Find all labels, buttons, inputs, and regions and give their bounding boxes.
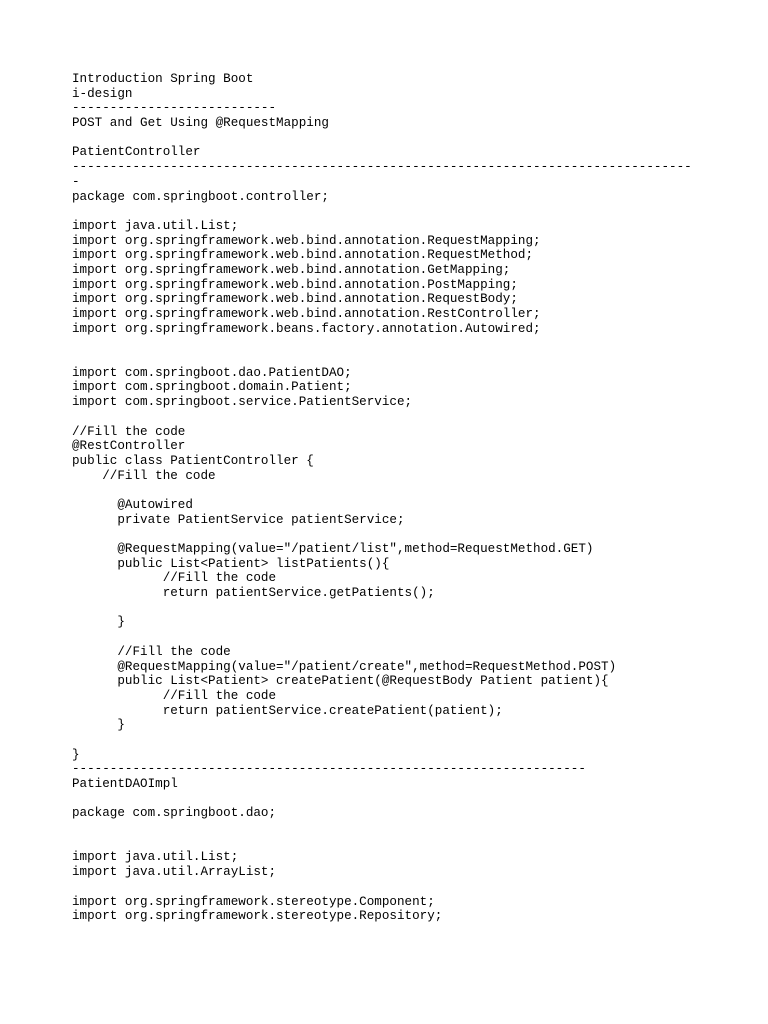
document-line: //Fill the code	[72, 424, 186, 439]
document-line: --------------------------------------------------------------------	[72, 762, 586, 777]
document-line: import org.springframework.beans.factory.annotation.Autowired;	[72, 321, 541, 336]
document-line: import org.springframework.web.bind.annotation.PostMapping;	[72, 277, 518, 292]
document-line: import java.util.ArrayList;	[72, 865, 277, 880]
document-line: import com.springboot.service.PatientService;	[72, 395, 413, 410]
document-line: import org.springframework.stereotype.Component;	[72, 894, 435, 909]
document-line: PatientDAOImpl	[72, 777, 178, 791]
document-line: @RequestMapping(value="/patient/list",method=RequestMethod.GET)	[72, 542, 594, 556]
document-line: }	[72, 615, 125, 630]
document-line: ---------------------------	[72, 101, 277, 116]
document-line: import org.springframework.web.bind.annotation.GetMapping;	[72, 262, 511, 277]
document-line: //Fill the code	[72, 468, 216, 483]
document-line: package com.springboot.controller;	[72, 189, 329, 204]
document-line: public List<Patient> listPatients(){	[72, 556, 390, 571]
document-line: //Fill the code	[72, 571, 277, 586]
document-line: import org.springframework.web.bind.annotation.RestController;	[72, 307, 541, 321]
document-line	[72, 336, 752, 351]
document-line: //Fill the code	[72, 644, 231, 659]
document-line: @Autowired	[72, 497, 193, 512]
document-line: PatientController	[72, 145, 201, 160]
document-line	[72, 483, 752, 498]
document-body	[72, 72, 752, 924]
document-line: import org.springframework.stereotype.Repository;	[72, 909, 443, 924]
document-line: public List<Patient> createPatient(@RequestBody Patient patient){	[72, 674, 609, 689]
document-line	[72, 792, 752, 807]
document-line: package com.springboot.dao;	[72, 806, 277, 821]
document-line	[72, 527, 752, 542]
document-line	[72, 601, 752, 616]
document-line: }	[72, 747, 80, 762]
document-line: Introduction Spring Boot	[72, 72, 254, 86]
document-line	[72, 836, 752, 851]
document-line: import java.util.List;	[72, 850, 239, 865]
document-line: return patientService.getPatients();	[72, 586, 435, 601]
document-line	[72, 733, 752, 748]
document-line: @RequestMapping(value="/patient/create",method=RequestMethod.POST)	[72, 659, 617, 674]
document-line	[72, 131, 752, 146]
document-line: //Fill the code	[72, 688, 277, 703]
document-line: import com.springboot.dao.PatientDAO;	[72, 365, 352, 380]
document-line: import java.util.List;	[72, 218, 239, 233]
document-line: -	[72, 174, 80, 189]
document-line: ----------------------------------------------------------------------------------	[72, 160, 692, 175]
document-line: import org.springframework.web.bind.annotation.RequestMapping;	[72, 233, 541, 248]
document-line: public class PatientController {	[72, 453, 314, 468]
document-line: import org.springframework.web.bind.annotation.RequestMethod;	[72, 248, 534, 263]
document-line	[72, 410, 752, 425]
document-line	[72, 204, 752, 219]
document-line: i-design	[72, 86, 133, 101]
document-line	[72, 630, 752, 645]
document-line: return patientService.createPatient(patient);	[72, 703, 503, 718]
document-line: POST and Get Using @RequestMapping	[72, 116, 329, 131]
document-line: private PatientService patientService;	[72, 512, 405, 527]
document-line: @RestController	[72, 439, 186, 454]
document-line: import org.springframework.web.bind.annotation.RequestBody;	[72, 292, 518, 307]
document-line: }	[72, 718, 125, 733]
document-line	[72, 880, 752, 895]
document-line	[72, 351, 752, 366]
document-line	[72, 821, 752, 836]
document-line: import com.springboot.domain.Patient;	[72, 380, 352, 395]
